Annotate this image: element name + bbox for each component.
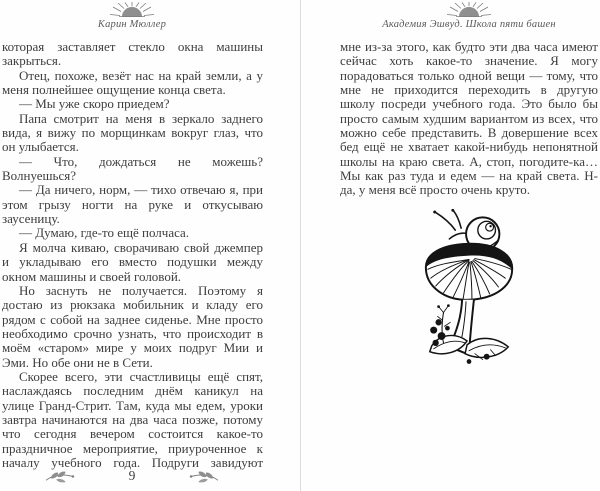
paragraph: Я молча киваю, сворачиваю свой джемпер и укладываю его вместо подушки между окном машины и своей головой. [2,239,263,284]
paragraph: Скорее всего, эти счастливицы ещё спят, наслаждаясь последним днём каникул на улице Гранд-Стрит. Там, куда мы едем, уроки завтра начинаются на два часа позже, потому что сегодня вечером состоится какое-то праздничное мероприятие, приуроченное к началу учебного года. Подруги завидуют [2,368,263,470]
left-page-text [2,40,263,470]
right-page-text [340,40,598,198]
paragraph-dialogue: — Думаю, где-то ещё полчаса. [19,225,190,241]
running-head-title: Академия Эшвуд. Школа пяти башен [382,19,556,30]
paragraph: которая заставляет стекло окна машины закрыться. [2,39,263,69]
leaf-sprig-icon [188,470,220,483]
paragraph-dialogue: — Да ничего, норм, — тихо отвечаю я, при этом грызу ногти на руке и откусываю заусеницу. [2,182,263,227]
sunburst-ornament-icon [109,2,155,19]
sunburst-ornament-icon [446,2,492,19]
leaf-sprig-icon [44,470,76,483]
right-page [301,0,600,491]
page-number: 9 [128,468,136,483]
paragraph: Отец, похоже, везёт нас на край земли, а у меня полнейшее ощущение конца света. [2,67,263,98]
paragraph-dialogue: — Что, дождаться не можешь? Волнуешься? [2,153,263,184]
left-page-header [0,2,264,31]
paragraph-dialogue: — Мы уже скоро приедем? [19,96,170,112]
paragraph: Папа смотрит на меня в зеркало заднего вида, я вижу по морщинкам вокруг глаз, что он улыбается. [2,110,263,155]
paragraph: Но заснуть не получается. Поэтому я достаю из рюкзака мобильник и кладу его рядом с собой на заднее сиденье. Мне просто необходимо срочно узнать, что происходит в моём «старом» мире у моих подруг Мии и Эми. Но обе они не в Сети. [2,282,263,370]
left-page-footer [0,467,264,485]
right-page-header [340,2,598,31]
paragraph: мне из-за этого, как будто эти два часа имеют сейчас хоть какое-то значение. Я могу порадоваться только одной вещи — тому, что мне не приходится переходить в другую школу посреди учебного года. Это было бы просто самым худшим вариантом из всех, что можно себе представить. В довершение всех бед ещё не хватает какой-нибудь непонятной школы на краю света. А, стоп, погодите-ка… Мы как раз туда и едем — на край света. Н-да, у меня всё просто очень круто. [340,39,598,198]
mushroom-snail-illustration [340,208,598,371]
running-head-author: Карин Мюллер [97,19,167,30]
